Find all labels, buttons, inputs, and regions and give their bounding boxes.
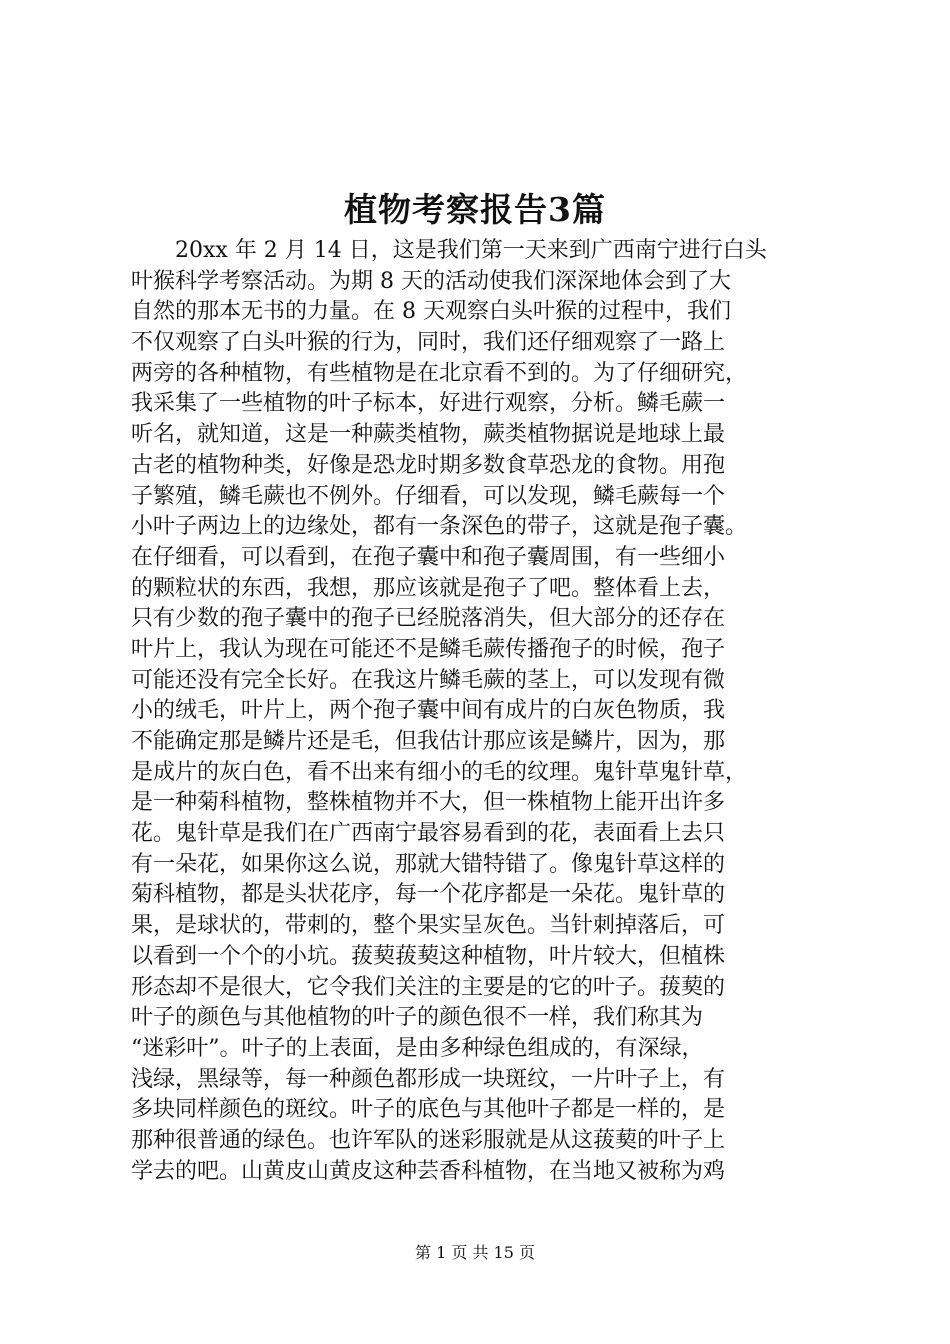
body-line: 多块同样颜色的斑纹。叶子的底色与其他叶子都是一样的，是 bbox=[131, 1097, 726, 1123]
body-line: 不能确定那是鳞片还是毛，但我估计那应该是鳞片，因为，那 bbox=[131, 729, 726, 754]
body-line: 以看到一个个的小坑。菝葜菝葜这种植物，叶片较大，但植株 bbox=[131, 943, 726, 969]
body-line: 果，是球状的，带刺的，整个果实呈灰色。当针刺掉落后，可 bbox=[131, 913, 726, 939]
body-line: 形态却不是很大，它令我们关注的主要是的它的叶子。菝葜的 bbox=[131, 974, 726, 1000]
body-line: 可能还没有完全长好。在我这片鳞毛蕨的茎上，可以发现有微 bbox=[131, 667, 726, 693]
body-line: 有一朵花，如果你这么说，那就大错特错了。像鬼针草这样的 bbox=[131, 851, 726, 877]
body-line: 是成片的灰白色，看不出来有细小的毛的纹理。鬼针草鬼针草， bbox=[131, 759, 748, 785]
body-line: 小叶子两边上的边缘处，都有一条深色的带子，这就是孢子囊。 bbox=[131, 514, 748, 540]
page-footer: 第 1 页 共 15 页 bbox=[415, 1243, 535, 1262]
body-line: 听名，就知道，这是一种蕨类植物，蕨类植物据说是地球上最 bbox=[131, 422, 726, 448]
document-body bbox=[131, 236, 827, 1187]
body-line: 古老的植物种类，好像是恐龙时期多数食草恐龙的食物。用孢 bbox=[131, 452, 726, 478]
body-line: 花。鬼针草是我们在广西南宁最容易看到的花，表面看上去只 bbox=[131, 821, 726, 847]
body-line: “迷彩叶”。叶子的上表面，是由多种绿色组成的，有深绿， bbox=[131, 1035, 704, 1061]
document-title: 植物考察报告3篇 bbox=[344, 190, 606, 229]
body-line: 小的绒毛，叶片上，两个孢子囊中间有成片的白灰色物质，我 bbox=[131, 698, 726, 724]
body-line: 我采集了一些植物的叶子标本，好进行观察，分析。鳞毛蕨一 bbox=[131, 391, 726, 417]
body-line: 不仅观察了白头叶猴的行为，同时，我们还仔细观察了一路上 bbox=[131, 330, 726, 356]
body-line: 子繁殖，鳞毛蕨也不例外。仔细看，可以发现，鳞毛蕨每一个 bbox=[131, 483, 726, 509]
body-line: 叶猴科学考察活动。为期 8 天的活动使我们深深地体会到了大 bbox=[131, 268, 731, 294]
body-line: 自然的那本无书的力量。在 8 天观察白头叶猴的过程中，我们 bbox=[131, 299, 731, 325]
body-line: 只有少数的孢子囊中的孢子已经脱落消失，但大部分的还存在 bbox=[131, 606, 726, 632]
body-line: 叶子的颜色与其他植物的叶子的颜色很不一样，我们称其为 bbox=[131, 1005, 704, 1031]
body-line: 叶片上，我认为现在可能还不是鳞毛蕨传播孢子的时候，孢子 bbox=[131, 636, 726, 662]
body-line: 两旁的各种植物，有些植物是在北京看不到的。为了仔细研究， bbox=[131, 360, 748, 386]
body-line: 20xx 年 2 月 14 日，这是我们第一天来到广西南宁进行白头 bbox=[175, 238, 767, 263]
body-line: 菊科植物，都是头状花序，每一个花序都是一朵花。鬼针草的 bbox=[131, 882, 726, 908]
body-line: 浅绿，黑绿等，每一种颜色都形成一块斑纹，一片叶子上，有 bbox=[131, 1066, 726, 1092]
body-line: 那种很普通的绿色。也许军队的迷彩服就是从这菝葜的叶子上 bbox=[131, 1127, 726, 1153]
body-line: 在仔细看，可以看到，在孢子囊中和孢子囊周围，有一些细小 bbox=[131, 544, 726, 570]
body-line: 的颗粒状的东西，我想，那应该就是孢子了吧。整体看上去， bbox=[131, 575, 726, 601]
body-line: 学去的吧。山黄皮山黄皮这种芸香科植物，在当地又被称为鸡 bbox=[131, 1158, 726, 1184]
body-line: 是一种菊科植物，整株植物并不大，但一株植物上能开出许多 bbox=[131, 790, 726, 816]
